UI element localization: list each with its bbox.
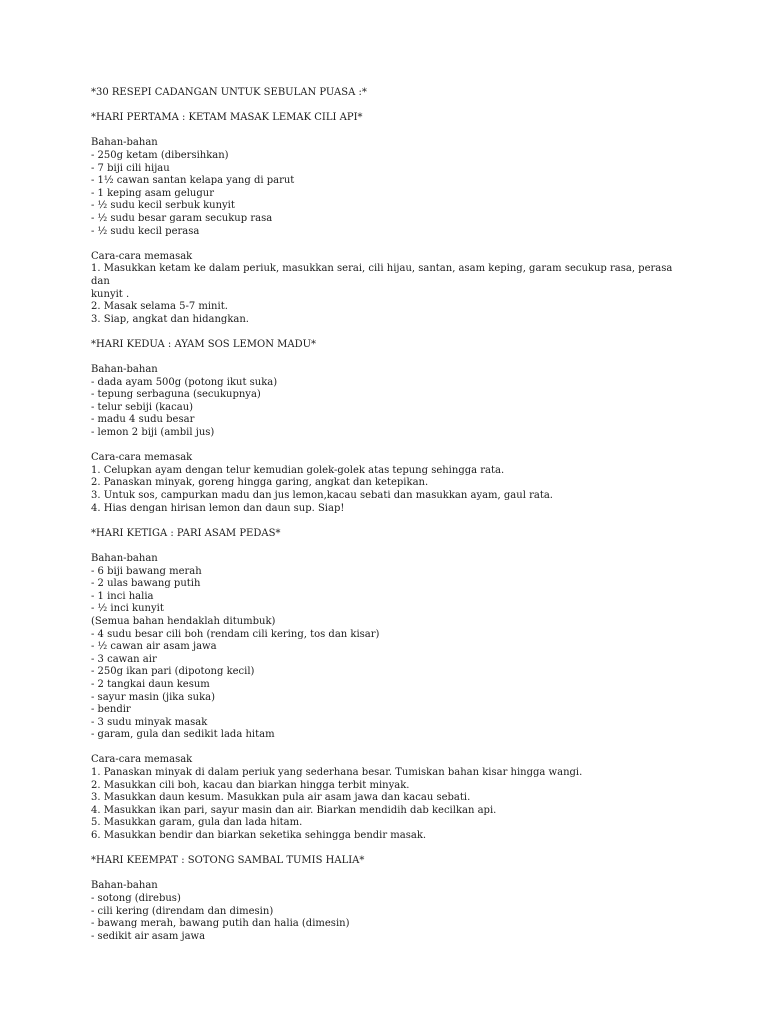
spacer xyxy=(91,125,691,138)
method-step: 6. Masukkan bendir dan biarkan seketika sehingga bendir masak. xyxy=(91,830,427,842)
ingredient-item: - ½ sudu kecil perasa xyxy=(91,225,200,237)
recipe-title: *HARI KETIGA : PARI ASAM PEDAS* xyxy=(91,527,281,539)
spacer xyxy=(91,843,691,856)
method-step: 3. Siap, angkat dan hidangkan. xyxy=(91,313,249,325)
spacer xyxy=(91,238,691,251)
ingredient-item: - lemon 2 biji (ambil jus) xyxy=(91,427,215,439)
method-step: 4. Hias dengan hirisan lemon dan daun sup. Siap! xyxy=(91,502,345,514)
ingredient-item: - 250g ketam (dibersihkan) xyxy=(91,149,229,161)
ingredient-item: - garam, gula dan sedikit lada hitam xyxy=(91,729,275,741)
ingredients-heading: Bahan-bahan xyxy=(91,137,158,149)
ingredient-item: - sotong (direbus) xyxy=(91,893,181,904)
spacer xyxy=(91,326,691,339)
ingredients-heading: Bahan-bahan xyxy=(91,364,158,376)
spacer xyxy=(91,100,691,113)
method-step: 1. Celupkan ayam dengan telur kemudian golek-golek atas tepung sehingga rata. xyxy=(91,464,505,476)
ingredient-item: - ½ sudu besar garam secukup rasa xyxy=(91,212,273,224)
method-step: 2. Panaskan minyak, goreng hingga garing, angkat dan ketepikan. xyxy=(91,477,429,489)
spacer xyxy=(91,868,691,881)
ingredient-item: - telur sebiji (kacau) xyxy=(91,401,194,413)
spacer xyxy=(91,440,691,453)
recipe-section xyxy=(91,528,691,855)
recipe-title: *HARI KEEMPAT : SOTONG SAMBAL TUMIS HALIA* xyxy=(91,855,365,867)
method-step: 1. Panaskan minyak di dalam periuk yang sederhana besar. Tumiskan bahan kisar hingga wangi. xyxy=(91,767,583,779)
ingredient-item: (Semua bahan hendaklah ditumbuk) xyxy=(91,615,276,627)
ingredient-item: - 3 sudu minyak masak xyxy=(91,716,208,728)
spacer xyxy=(91,515,691,528)
recipe-list xyxy=(91,112,691,943)
ingredient-item: - dada ayam 500g (potong ikut suka) xyxy=(91,376,278,388)
ingredient-item: - 2 tangkai daun kesum xyxy=(91,678,210,690)
ingredient-item: - 1 inci halia xyxy=(91,590,154,602)
method-step: 3. Masukkan daun kesum. Masukkan pula air asam jawa dan kacau sebati. xyxy=(91,792,471,804)
ingredient-item: - 1½ cawan santan kelapa yang di parut xyxy=(91,175,295,187)
ingredient-item: - tepung serbaguna (secukupnya) xyxy=(91,389,261,401)
ingredient-item: - ½ cawan air asam jawa xyxy=(91,641,217,653)
recipe-title: *HARI KEDUA : AYAM SOS LEMON MADU* xyxy=(91,338,317,350)
method-step: 5. Masukkan garam, gula dan lada hitam. xyxy=(91,817,303,829)
ingredients-heading: Bahan-bahan xyxy=(91,552,158,564)
method-heading: Cara-cara memasak xyxy=(91,754,193,766)
document-body xyxy=(91,87,691,943)
ingredient-item: - 1 keping asam gelugur xyxy=(91,187,214,199)
ingredients-heading: Bahan-bahan xyxy=(91,880,158,892)
spacer xyxy=(91,540,691,553)
ingredient-item: - madu 4 sudu besar xyxy=(91,414,195,426)
spacer xyxy=(91,742,691,755)
method-step: 2. Masak selama 5-7 minit. xyxy=(91,301,228,313)
method-step: 2. Masukkan cili boh, kacau dan biarkan hingga terbit minyak. xyxy=(91,779,410,791)
spacer xyxy=(91,351,691,364)
ingredient-item: - sedikit air asam jawa xyxy=(91,930,206,942)
recipe-section xyxy=(91,855,691,943)
method-step: 4. Masukkan ikan pari, sayur masin dan air. Biarkan mendidih dab kecilkan api. xyxy=(91,804,497,816)
method-heading: Cara-cara memasak xyxy=(91,250,193,262)
method-heading: Cara-cara memasak xyxy=(91,452,193,464)
recipe-section xyxy=(91,112,691,339)
ingredient-item: - bendir xyxy=(91,704,131,716)
ingredient-item: - 4 sudu besar cili boh (rendam cili kering, tos dan kisar) xyxy=(91,628,380,640)
recipe-section xyxy=(91,339,691,528)
ingredient-item: - bawang merah, bawang putih dan halia (dimesin) xyxy=(91,918,350,930)
method-step: 3. Untuk sos, campurkan madu dan jus lemon,kacau sebati dan masukkan ayam, gaul rata. xyxy=(91,490,553,501)
ingredient-item: - ½ inci kunyit xyxy=(91,603,164,615)
recipe-title: *HARI PERTAMA : KETAM MASAK LEMAK CILI API* xyxy=(91,112,363,124)
document-title: *30 RESEPI CADANGAN UNTUK SEBULAN PUASA :* xyxy=(91,87,367,98)
ingredient-item: - 7 biji cili hijau xyxy=(91,162,170,174)
ingredient-item: - 6 biji bawang merah xyxy=(91,565,202,577)
ingredient-item: - cili kering (direndam dan dimesin) xyxy=(91,905,274,917)
ingredient-item: - 3 cawan air xyxy=(91,653,157,665)
ingredient-item: - sayur masin (jika suka) xyxy=(91,691,215,703)
ingredient-item: - ½ sudu kecil serbuk kunyit xyxy=(91,200,235,212)
ingredient-item: - 2 ulas bawang putih xyxy=(91,578,201,590)
method-step: 1. Masukkan ketam ke dalam periuk, masukkan serai, cili hijau, santan, asam keping, garam secukup rasa, perasa dan xyxy=(91,263,676,287)
method-step: kunyit . xyxy=(91,288,130,300)
ingredient-item: - 250g ikan pari (dipotong kecil) xyxy=(91,666,255,678)
